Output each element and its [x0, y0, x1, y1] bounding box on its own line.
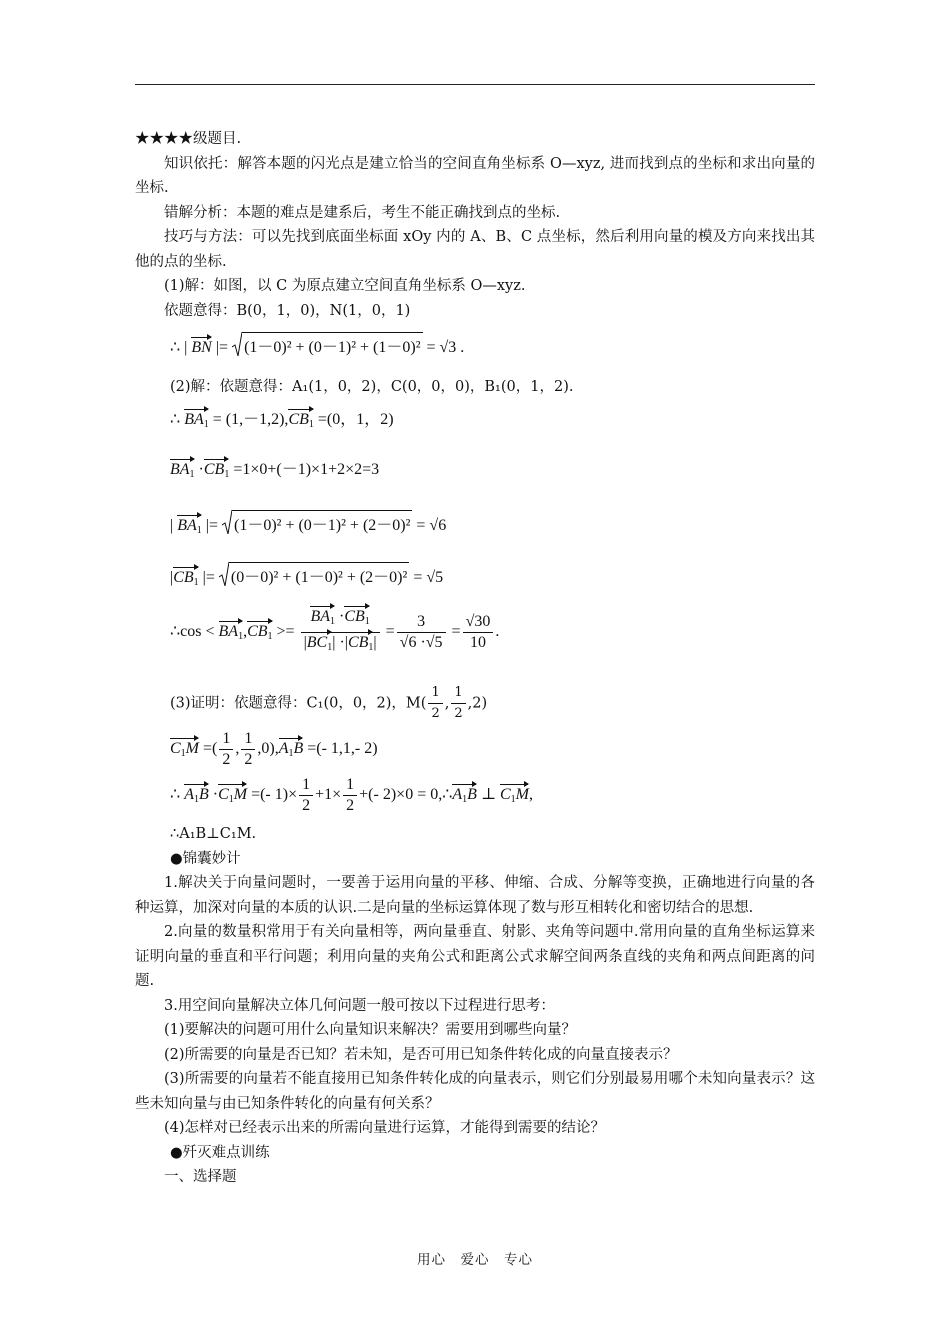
solution-part2-intro: (2)解：依题意得：A₁(1，0，2)，C(0，0，0)，B₁(0，1，2).: [170, 379, 574, 395]
tip-1: 1.解决关于向量问题时，一要善于运用向量的平移、伸缩、合成、分解等变换，正确地进行向量的各种运算，加深对向量的本质的认识.二是向量的坐标运算体现了数与形互相转化和密切结合的思想.: [135, 875, 815, 916]
solution-part1-given: 依题意得：B(0，1，0)，N(1，0，1): [164, 302, 411, 319]
equation-c1m: $C_1M$ =( $\frac{1}{2}$ , $\frac{1}{2}$ $,0),A_1B$ =(- 1,1,- 2): [170, 730, 378, 768]
equation-cosine: ∴cos < $BA_1,CB_1$ >= $\frac{BA_1 \cdot CB_1}{|BC_1| \cdot|CB_1|}$ = $\frac{3}{√6 \cdot√5}$ = $\frac{√30}{10}$ .: [170, 608, 499, 657]
tips-heading: ●锦囊妙计: [170, 850, 241, 867]
question-2: (2)所需要的向量是否已知？若未知，是否可用已知条件转化成的向量直接表示？: [164, 1046, 678, 1063]
bn-radicand: (1－0)² + (0－1)² + (1－0)²: [242, 332, 422, 357]
error-analysis: 错解分析：本题的难点是建系后，考生不能正确找到点的坐标.: [164, 204, 561, 221]
tip-3: 3.用空间向量解决立体几何问题一般可按以下过程进行思考：: [164, 997, 555, 1014]
tip-2: 2.向量的数量积常用于有关向量相等，两向量垂直、射影、夹角等问题中.常用向量的直角坐标运算来证明向量的垂直和平行问题；利用向量的夹角公式和距离公式求解空间两条直线的夹角和两点间距离的问题.: [135, 924, 815, 989]
page-footer: 用心 爱心 专心: [417, 1252, 533, 1268]
ba1-radicand: (1－0)² + (0－1)² + (2－0)²: [232, 510, 412, 535]
page-body: [135, 127, 815, 323]
knowledge-basis: 知识依托：解答本题的闪光点是建立恰当的空间直角坐标系 O—xyz, 进而找到点的坐标和求出向量的坐标.: [135, 155, 815, 196]
question-1: (1)要解决的问题可用什么向量知识来解决？需要用到哪些向量？: [164, 1022, 577, 1038]
equation-bn-length: ∴ | BN |= (1－0)² + (0－1)² + (1－0)² = √3 .: [170, 332, 464, 357]
dot-value: =1×0+(－1)×1+2×2=3: [233, 461, 380, 478]
equation-vectors: ∴ $BA_1 = (1,-1,2),CB_1 =(0$，1，2): [170, 411, 394, 430]
difficulty-level: ★★★★级题目.: [135, 131, 242, 147]
section-choice: 一、选择题: [164, 1169, 237, 1185]
solution-part1-intro: (1)解：如图，以 C 为原点建立空间直角坐标系 O—xyz.: [164, 278, 526, 294]
header-rule: [135, 84, 815, 85]
equation-ba1-norm: | $BA_1$ |= (1－0)² + (0－1)² + (2－0)² = √6: [170, 510, 446, 536]
solution-part3-intro: (3)证明：依题意得：C₁(0，0，2)，M( $\frac{1}{2}$ , $\frac{1}{2}$ ,2): [170, 685, 488, 721]
equation-perpendicular: ∴ $A_1B \cdot C_1M$ =(- 1)× $\frac{1}{2}$ +1× $\frac{1}{2}$ +(- $2)\times 0 = 0,\therefore A_1B$ ⊥ $C_1M$,: [170, 776, 533, 814]
ba1-value: (1,－1,2),: [225, 411, 289, 428]
question-3: (3)所需要的向量若不能直接用已知条件转化成的向量表示，则它们分别最易用哪个未知向量表示？这些未知向量与由已知条件转化的向量有何关系？: [135, 1071, 815, 1112]
training-heading: ●歼灭难点训练: [170, 1144, 270, 1161]
part3-text-b: ,2): [467, 695, 488, 712]
question-4: (4)怎样对已经表示出来的所需向量进行运算，才能得到需要的结论？: [164, 1120, 606, 1136]
equation-dot-product: $BA_1 \cdot CB_1 =1\times 0+(-1)\times 1+2\times 2=3$: [170, 461, 380, 480]
part3-block: [135, 822, 815, 1190]
skill-method: 技巧与方法：可以先找到底面坐标面 xOy 内的 A、B、C 点坐标，然后利用向量的模及方向来找出其他的点的坐标.: [135, 229, 815, 270]
cb1-value: =(0，1，2): [317, 411, 394, 428]
cb1-radicand: (0－0)² + (1－0)² + (2－0)²: [229, 562, 409, 587]
part3-conclusion: ∴A₁B⊥C₁M.: [170, 826, 257, 842]
part3-text-a: (3)证明：依题意得：C₁(0，0，2)，M(: [170, 695, 427, 712]
equation-cb1-norm: $|CB_1$ |= (0－0)² + (1－0)² + (2－0)² = √5: [170, 562, 443, 588]
